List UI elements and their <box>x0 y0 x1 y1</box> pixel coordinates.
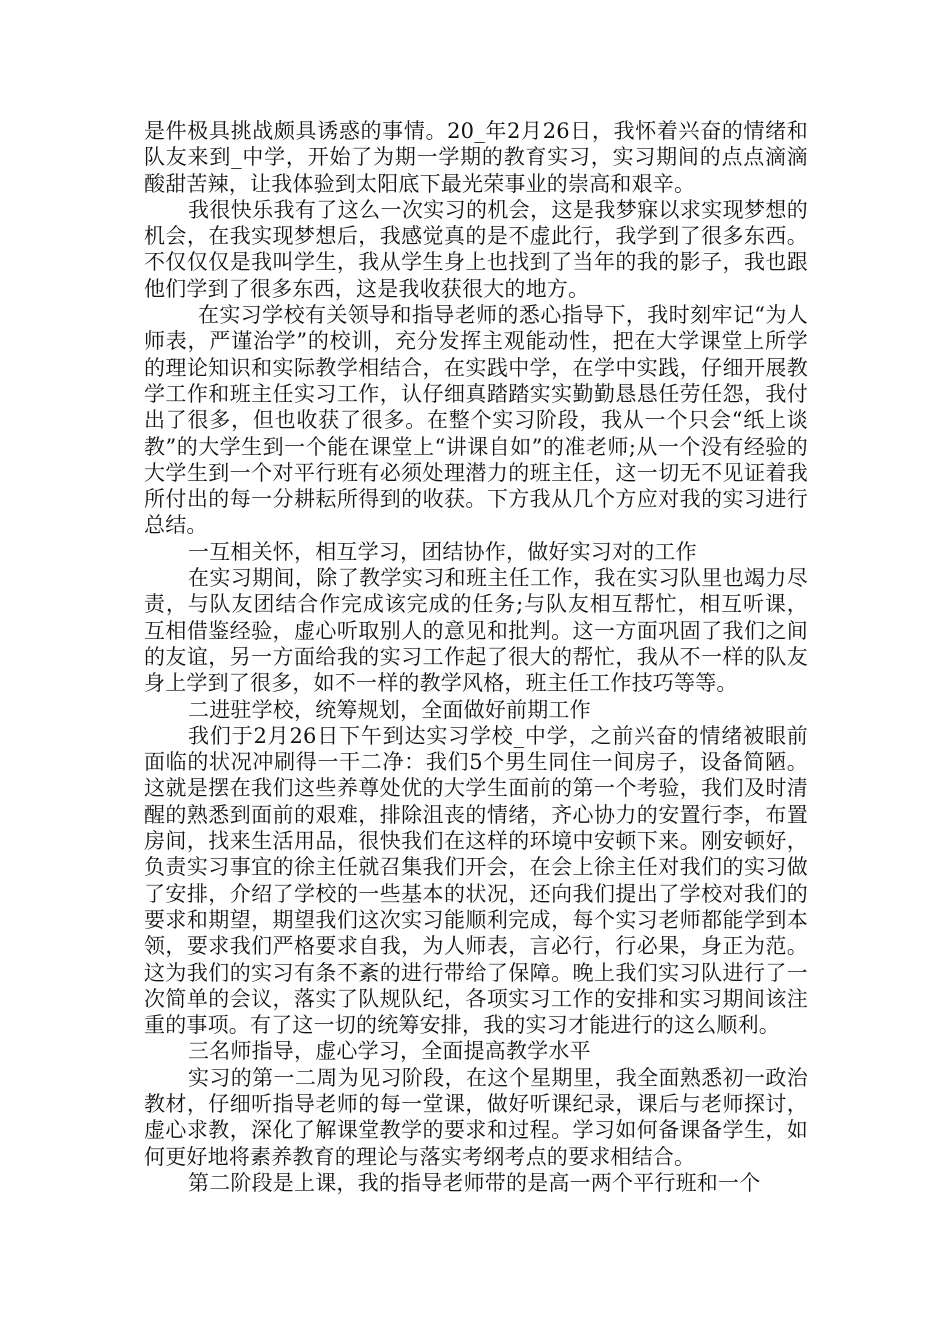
paragraph-opportunity: 我很快乐我有了这么一次实习的机会，这是我梦寐以求实现梦想的机会，在我实现梦想后，我感觉真的是不虚此行，我学到了很多东西。不仅仅仅是我叫学生，我从学生身上也找到了当年的我的影子，我也跟他们学到了很多东西，这是我收获很大的地方。 <box>144 197 808 301</box>
paragraph-guidance: 在实习学校有关领导和指导老师的悉心指导下，我时刻牢记“为人师表，严谨治学”的校训，充分发挥主观能动性，把在大学课堂上所学的理论知识和实际教学相结合，在实践中学，在学中实践，仔细开展教学工作和班主任实习工作，认仔细真踏踏实实勤勤恳恳任劳任怨，我付出了很多，但也收获了很多。在整个实习阶段，我从一个只会“纸上谈教”的大学生到一个能在课堂上“讲课自如”的准老师;从一个没有经验的大学生到一个对平行班有必须处理潜力的班主任，这一切无不见证着我所付出的每一分耕耘所得到的收获。下方我从几个方应对我的实习进行总结。 <box>144 303 808 538</box>
section-heading-teamwork: 一互相关怀，相互学习，团结协作，做好实习对的工作 <box>188 539 697 564</box>
paragraph-observation-stage: 实习的第一二周为见习阶段，在这个星期里，我全面熟悉初一政治教材，仔细听指导老师的每一堂课，做好听课纪录，课后与老师探讨，虚心求教，深化了解课堂教学的要求和过程。学习如何备课备学生，如何更好地将素养教育的理论与落实考纲考点的要求相结合。 <box>144 1065 808 1169</box>
paragraph-planning: 我们于2月26日下午到达实习学校_中学，之前兴奋的情绪被眼前面临的状况冲刷得一干二净：我们5个男生同住一间房子，设备简陋。这就是摆在我们这些养尊处优的大学生面前的第一个考验，我们及时清醒的熟悉到面前的艰难，排除沮丧的情绪，齐心协力的安置行李，布置房间，找来生活用品，很快我们在这样的环境中安顿下来。刚安顿好，负责实习事宜的徐主任就召集我们开会，在会上徐主任对我们的实习做了安排，介绍了学校的一些基本的状况，还向我们提出了学校对我们的要求和期望，期望我们这次实习能顺利完成，每个实习老师都能学到本领，要求我们严格要求自我，为人师表，言必行，行必果，身正为范。这为我们的实习有条不紊的进行带给了保障。晚上我们实习队进行了一次简单的会议，落实了队规队纪，各项实习工作的安排和实习期间该注重的事项。有了这一切的统筹安排，我的实习才能进行的这么顺利。 <box>144 723 808 1038</box>
section-heading-planning: 二进驻学校，统筹规划，全面做好前期工作 <box>188 697 591 722</box>
paragraph-teaching-stage: 第二阶段是上课，我的指导老师带的是高一两个平行班和一个 <box>188 1170 761 1195</box>
document-body <box>144 118 808 1196</box>
section-heading-mentorship: 三名师指导，虚心学习，全面提高教学水平 <box>188 1039 591 1064</box>
paragraph-teamwork: 在实习期间，除了教学实习和班主任工作，我在实习队里也竭力尽责，与队友团结合作完成该完成的任务;与队友相互帮忙，相互听课，互相借鉴经验，虚心听取别人的意见和批判。这一方面巩固了我们之间的友谊，另一方面给我的实习工作起了很大的帮忙，我从不一样的队友身上学到了很多，如不一样的教学风格，班主任工作技巧等等。 <box>144 566 808 696</box>
paragraph-intro-continuation: 是件极具挑战颇具诱惑的事情。20_年2月26日，我怀着兴奋的情绪和队友来到_中学，开始了为期一学期的教育实习，实习期间的点点滴滴酸甜苦辣，让我体验到太阳底下最光荣事业的崇高和艰辛。 <box>144 119 808 196</box>
